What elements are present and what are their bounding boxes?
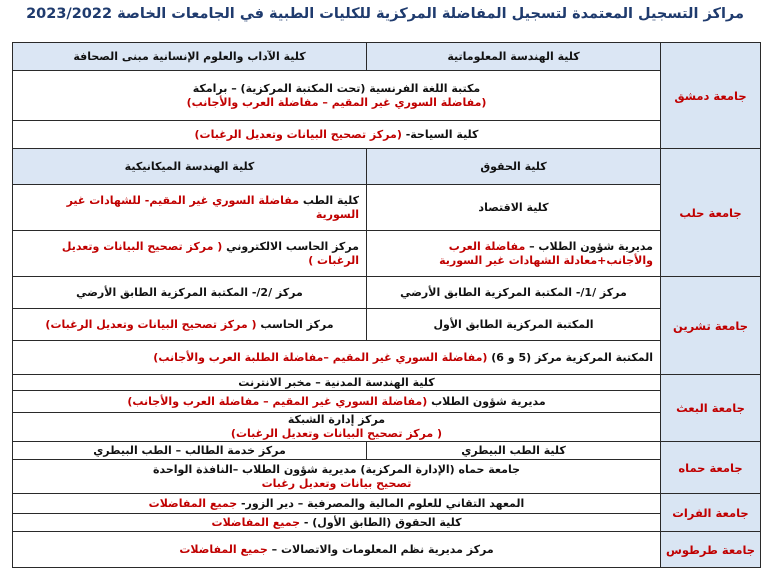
- table-row: [13, 121, 761, 149]
- table-cell: كلية الاقتصاد: [367, 185, 661, 231]
- table-row: [13, 391, 761, 413]
- page-title: مراكز التسجيل المعتمدة لتسجيل المفاضلة المركزية للكليات الطبية في الجامعات الخاصة 2023/2022: [26, 6, 744, 22]
- cell-line: جامعة حماه (الإدارة المركزية) مديرية شؤون الطلاب –النافذة الواحدة: [152, 462, 521, 476]
- table-row: [13, 514, 761, 532]
- cell-text: مديرية شؤون الطلاب –: [525, 239, 653, 253]
- cell-line: تصحيح بيانات وتعديل رغبات: [261, 476, 412, 490]
- university-tartous: جامعة طرطوس: [661, 532, 761, 568]
- table-cell: كلية الهندسة المدنية – مخبر الانترنت: [13, 375, 661, 391]
- table-cell: كلية الطب البيطري: [367, 442, 661, 460]
- cell-text: مديرية شؤون الطلاب: [427, 394, 546, 408]
- cell-text: جميع المفاضلات: [148, 496, 238, 510]
- table-cell: [13, 413, 661, 442]
- university-damascus: جامعة دمشق: [661, 43, 761, 149]
- cell-text: المعهد التقاني للعلوم المالية والمصرفية – دير الزور-: [237, 496, 525, 510]
- cell-text: كلية السياحة-: [401, 127, 479, 141]
- cell-line: ( مركز تصحيح البيانات وتعديل الرغبات): [230, 427, 443, 440]
- table-cell: [13, 341, 661, 375]
- cell-line: مكتبة اللغة الفرنسية (تحت المكتبة المركزية) – برامكة: [192, 81, 481, 95]
- cell-line: مركز إدارة الشبكة: [287, 413, 386, 426]
- cell-text: كلية الطب: [299, 193, 359, 207]
- table-row: [13, 277, 761, 309]
- table-cell: مركز /2/- المكتبة المركزية الطابق الأرضي: [13, 277, 367, 309]
- cell-text: (مركز تصحيح البيانات وتعديل الرغبات): [194, 127, 402, 141]
- cell-text: ( مركز تصحيح البيانات وتعديل الرغبات ): [61, 239, 359, 267]
- table-row: [13, 375, 761, 391]
- cell-text: مركز الحاسب: [256, 317, 334, 331]
- table-cell: المكتبة المركزية الطابق الأول: [367, 309, 661, 341]
- table-cell: [13, 391, 661, 413]
- table-row: [13, 149, 761, 185]
- university-aleppo: جامعة حلب: [661, 149, 761, 277]
- cell-text: مفاضلة العرب والأجانب+معادلة الشهادات غير السورية: [439, 239, 653, 267]
- table-cell: [13, 185, 367, 231]
- table-row: [13, 494, 761, 514]
- cell-text: مفاضلة السوري غير المقيم- للشهادات غير السورية: [66, 193, 359, 221]
- cell-line: (مفاضلة السوري غير المقيم – مفاضلة العرب والأجانب): [186, 95, 487, 109]
- table-row: [13, 231, 761, 277]
- cell-text: (مفاضلة السوري غير المقيم – مفاضلة العرب والأجانب): [127, 394, 428, 408]
- table-cell: [367, 231, 661, 277]
- table-row: [13, 43, 761, 71]
- table-row: [13, 532, 761, 568]
- table-cell: مركز خدمة الطالب – الطب البيطري: [13, 442, 367, 460]
- table-cell: كلية الحقوق: [367, 149, 661, 185]
- table-cell: كلية الهندسة الميكانيكية: [13, 149, 367, 185]
- table-cell: [13, 71, 661, 121]
- table-row: [13, 309, 761, 341]
- table-cell: كلية الهندسة المعلوماتية: [367, 43, 661, 71]
- table-cell: [13, 460, 661, 494]
- university-furat: جامعة الفرات: [661, 494, 761, 532]
- university-hama: جامعة حماه: [661, 442, 761, 494]
- table-cell: [13, 231, 367, 277]
- cell-text: المكتبة المركزية مركز (5 و 6): [487, 350, 653, 364]
- table-row: [13, 442, 761, 460]
- table-cell: [13, 532, 661, 568]
- table-cell: [13, 121, 661, 149]
- table-row: [13, 460, 761, 494]
- cell-text: ( مركز تصحيح البيانات وتعديل الرغبات): [45, 317, 257, 331]
- cell-text: جميع المفاضلات: [211, 515, 301, 529]
- table-cell: [13, 514, 661, 532]
- table-row: [13, 71, 761, 121]
- cell-text: كلية الحقوق (الطابق الأول) -: [300, 515, 462, 529]
- cell-text: جميع المفاضلات: [179, 542, 268, 556]
- cell-text: (مفاضلة السوري غير المقيم –مفاضلة الطلبة العرب والأجانب): [153, 350, 488, 364]
- university-tishreen: جامعة تشرين: [661, 277, 761, 375]
- university-baath: جامعة البعث: [661, 375, 761, 442]
- table-cell: كلية الآداب والعلوم الإنسانية مبنى الصحافة: [13, 43, 367, 71]
- cell-text: مركز مديرية نظم المعلومات والاتصالات –: [267, 542, 494, 556]
- table-cell: [13, 494, 661, 514]
- table-cell: [13, 309, 367, 341]
- table-row: [13, 185, 761, 231]
- table-cell: مركز /1/- المكتبة المركزية الطابق الأرضي: [367, 277, 661, 309]
- table-row: [13, 341, 761, 375]
- table-row: [13, 413, 761, 442]
- cell-text: مركز الحاسب الالكتروني: [222, 239, 359, 253]
- registration-centers-table: [12, 42, 761, 568]
